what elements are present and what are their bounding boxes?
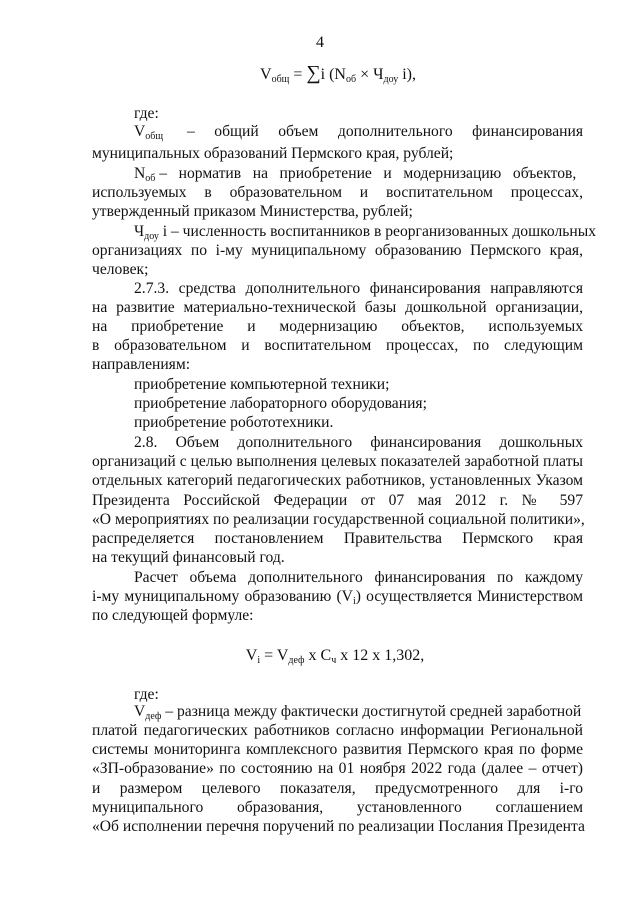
def-vdef-line2: платой педагогических работников согласно информации Региональной	[92, 722, 583, 739]
where-label: где:	[134, 105, 159, 122]
p28-line5: «О мероприятиях по реализации государственной социальной политики»,	[92, 511, 585, 528]
def-vdef-line5: и размером целевого показателя, предусмотренного для i-го	[92, 780, 583, 797]
p-calc-line2: i-му муниципальному образованию $(V_i)$ осуществляется Министерством	[92, 588, 583, 607]
p28-line3: отдельных категорий педагогических работников, установленных Указом	[92, 472, 583, 489]
p28-line6: распределяется постановлением Правительства Пермского края	[92, 530, 583, 547]
def-chdou-line2: организациях по i-му муниципальному образованию Пермского края,	[92, 242, 583, 259]
p28-line1: 2.8. Объем дополнительного финансирования дошкольных	[134, 434, 583, 451]
def-vdef-line6: муниципального образования, установленного соглашением	[92, 799, 583, 816]
formula-vobsh: $V_{общ} = \sum i$ ($N_{об} \times Ч_{доу}$ i),	[260, 62, 416, 85]
def-vdef-line3: системы мониторинга комплексного развития Пермского края по форме	[92, 741, 583, 758]
p-calc-line3: по следующей формуле:	[92, 607, 254, 624]
p-calc-line1: Расчет объема дополнительного финансирования по каждому	[134, 569, 583, 586]
p28-line2: организаций с целью выполнения целевых показателей заработной платы	[92, 453, 583, 470]
def-vdef-line4: «ЗП-образование» по состоянию на 01 ноября 2022 года (далее – отчет)	[92, 760, 583, 777]
def-chdou-line3: человек;	[92, 261, 149, 278]
list-item: приобретение компьютерной техники;	[134, 376, 390, 393]
def-nob-line2: используемых в образовательном и воспитательном процессах,	[92, 184, 583, 201]
formula-vi: $V_i = V_{деф}$ х $С_ч$ х 12 х 1,302,	[245, 647, 425, 666]
list-item: приобретение лабораторного оборудования;	[134, 395, 427, 412]
def-vobsh-line2: муниципальных образований Пермского края, рублей;	[92, 145, 454, 162]
def-nob-line1: $N_{об}$ – норматив на приобретение и модернизацию объектов,	[134, 165, 577, 184]
p273-line3: на приобретение и модернизацию объектов, используемых	[92, 318, 583, 335]
def-vdef-line7: «Об исполнении перечня поручений по реализации Послания Президента	[92, 818, 585, 835]
p273-line1: 2.7.3. средства дополнительного финансирования направляются	[134, 280, 583, 297]
p28-line4: Президента Российской Федерации от 07 мая 2012 г. № 597	[92, 492, 583, 509]
where-label: где:	[134, 686, 159, 703]
def-vobsh-line1: $V_{общ}$ – общий объем дополнительного финансирования	[134, 123, 583, 142]
def-chdou-line1: $Ч_{доу}$ i – численность воспитанников в реорганизованных дошкольных	[134, 223, 596, 242]
p273-line5: направлениям:	[92, 356, 191, 373]
list-item: приобретение робототехники.	[134, 414, 334, 431]
page-number: 4	[316, 34, 324, 51]
def-vdef-line1: $V_{деф}$ – разница между фактически достигнутой средней заработной	[134, 703, 582, 722]
def-nob-line3: утвержденный приказом Министерства, рублей;	[92, 203, 413, 220]
p273-line2: на развитие материально-технической базы дошкольной организации,	[92, 299, 583, 316]
p273-line4: в образовательном и воспитательном процессах, по следующим	[92, 337, 583, 354]
p28-line7: на текущий финансовый год.	[92, 549, 285, 566]
